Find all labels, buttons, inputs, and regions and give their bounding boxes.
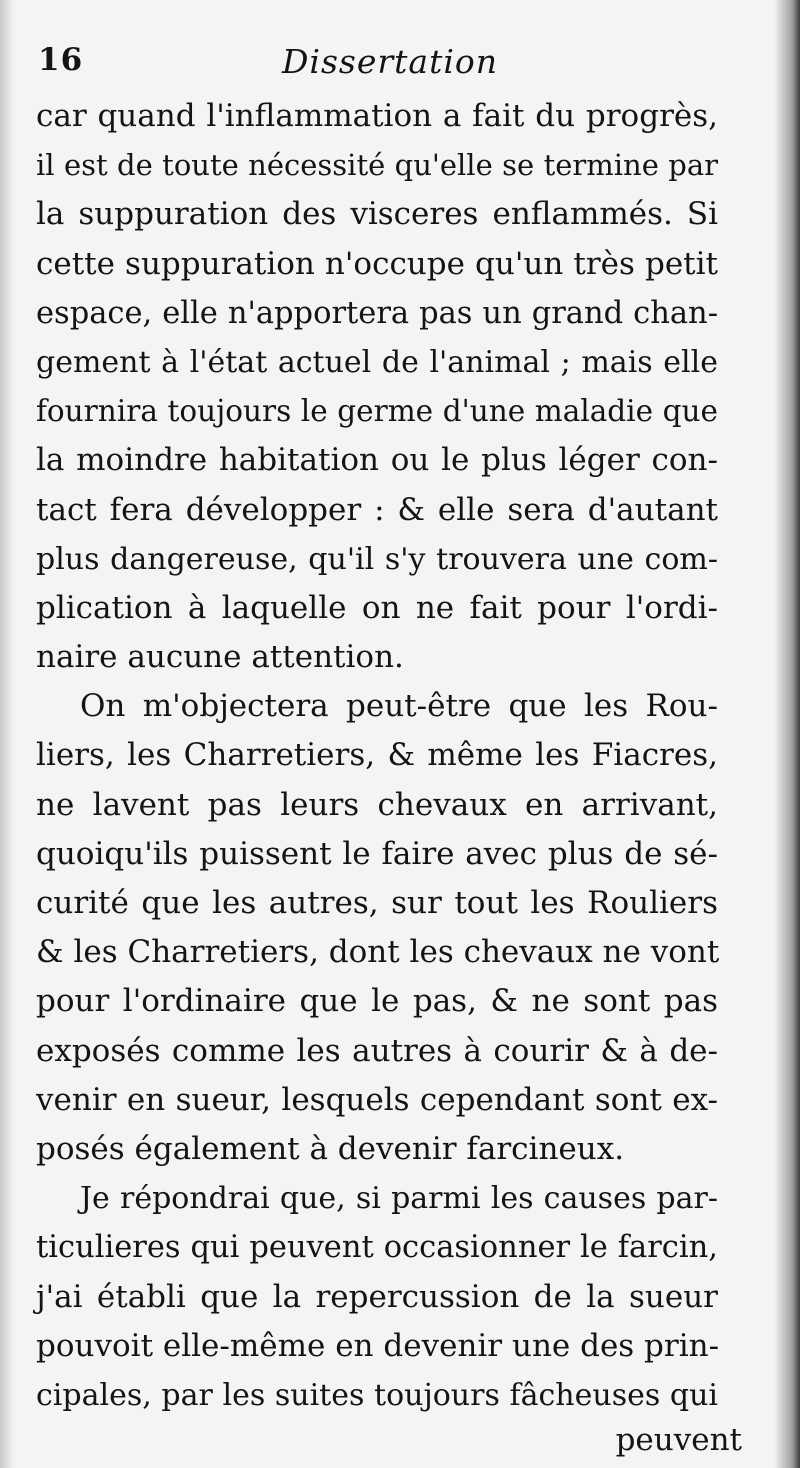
- catchword: peuvent: [615, 1422, 742, 1458]
- text-line: & les Charretiers, dont les chevaux ne vont: [36, 934, 720, 971]
- text-line: la suppuration des visceres enflammés. Si: [36, 196, 718, 233]
- text-line: car quand l'inflammation a fait du progrès,: [36, 98, 718, 134]
- text-line: quoiqu'ils puissent le faire avec plus de sé-: [36, 835, 718, 872]
- running-title: Dissertation: [281, 42, 499, 81]
- gutter-shadow: [0, 0, 14, 1468]
- text-line: cette suppuration n'occupe qu'un très petit: [36, 245, 718, 282]
- text-line: liers, les Charretiers, & même les Fiacres,: [36, 737, 718, 774]
- text-line: cipales, par les suites toujours fâcheuses qui: [36, 1377, 718, 1413]
- text-line: la moindre habitation ou le plus léger con-: [36, 442, 718, 479]
- text-line: ticulieres qui peuvent occasionner le farcin,: [36, 1230, 718, 1266]
- text-line: On m'objectera peut-être que les Rou-: [80, 688, 718, 725]
- page-header: [36, 42, 744, 86]
- text-line: exposés comme les autres à courir & à de-: [36, 1032, 718, 1069]
- page-edge-shadow: [774, 0, 800, 1468]
- text-line: plication à laquelle on ne fait pour l'ordi-: [36, 589, 718, 626]
- text-line: curité que les autres, sur tout les Rouliers: [36, 885, 718, 921]
- text-line: plus dangereuse, qu'il s'y trouvera une com-: [36, 541, 718, 577]
- text-line: naire aucune attention.: [36, 639, 404, 676]
- page-number: 16: [38, 42, 84, 78]
- text-line: pouvoit elle-même en devenir une des prin-: [36, 1327, 720, 1364]
- text-line: j'ai établi que la repercussion de la sueur: [36, 1278, 718, 1315]
- text-line: pour l'ordinaire que le pas, & ne sont pas: [36, 983, 718, 1020]
- text-line: espace, elle n'apportera pas un grand chan-: [36, 295, 718, 331]
- text-line: gement à l'état actuel de l'animal ; mais elle: [36, 344, 718, 380]
- text-line: Je répondrai que, si parmi les causes par-: [80, 1181, 718, 1217]
- text-line: posés également à devenir farcineux.: [36, 1130, 625, 1167]
- text-line: fournira toujours le germe d'une maladie que: [36, 394, 718, 429]
- body-text: [36, 92, 718, 1420]
- text-line: tact fera développer : & elle sera d'autant: [36, 491, 718, 528]
- text-line: il est de toute nécessité qu'elle se termine par: [36, 148, 718, 183]
- text-line: venir en sueur, lesquels cependant sont ex-: [36, 1081, 718, 1118]
- text-line: ne lavent pas leurs chevaux en arrivant,: [36, 786, 718, 823]
